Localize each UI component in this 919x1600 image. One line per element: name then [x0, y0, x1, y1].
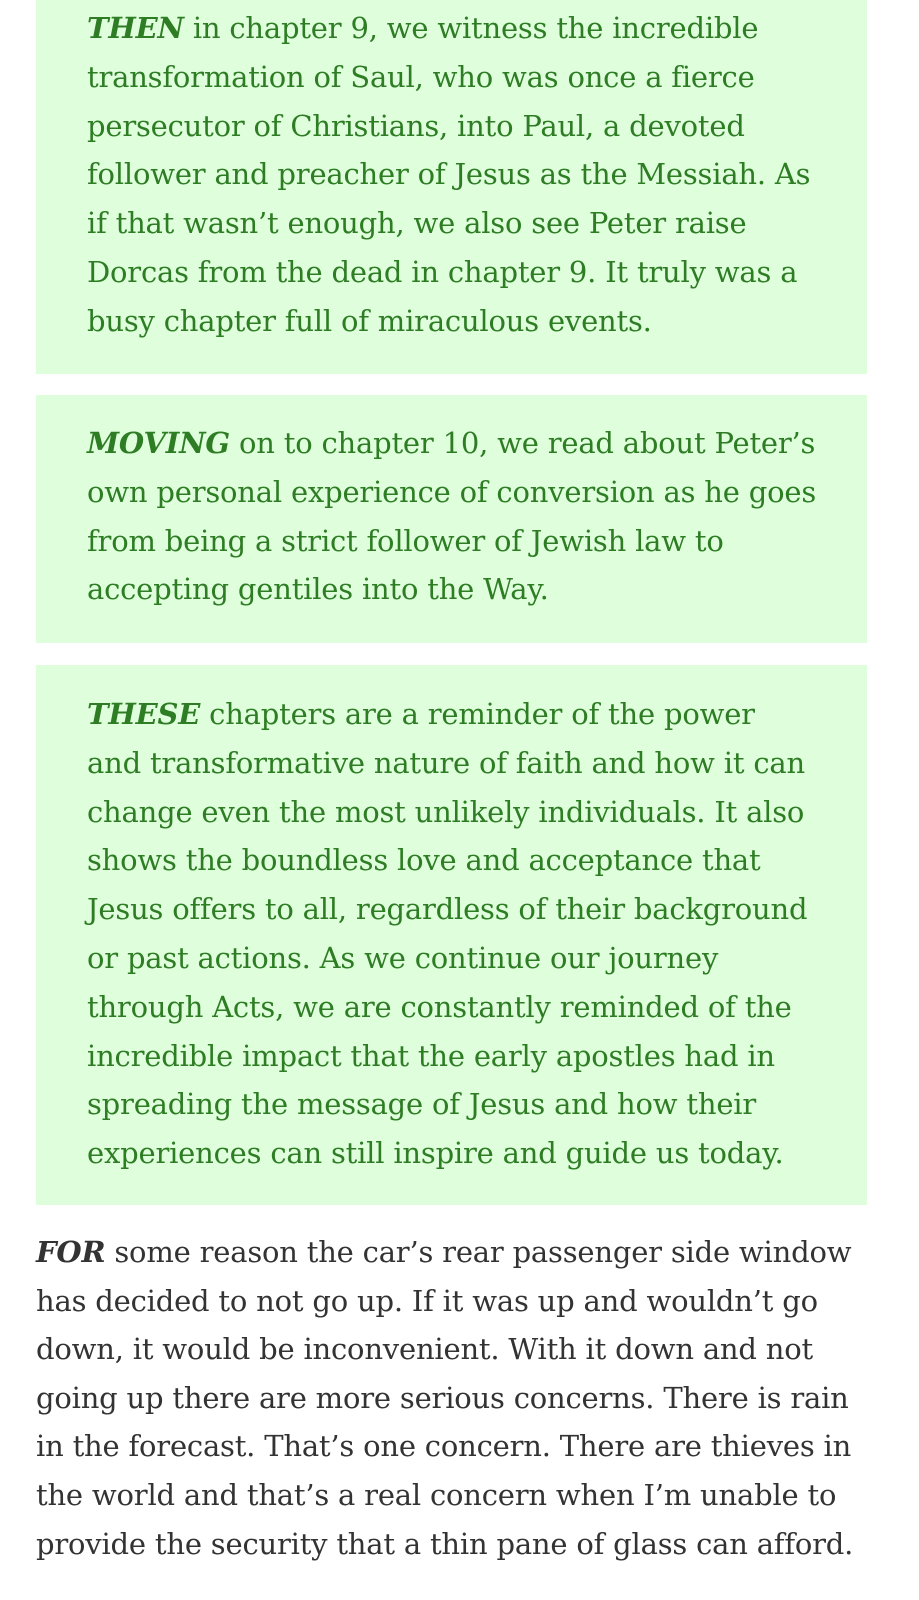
callout-lead-word: THESE	[87, 697, 201, 731]
callout-text: on to chapter 10, we read about Peter’s own personal experience of conversion as he goes from being a strict follower of Jewish law to accepting gentiles into the Way.	[87, 426, 817, 607]
callout-lead-word: THEN	[87, 11, 184, 45]
body-paragraph	[36, 1228, 871, 1568]
callout-lead-word: MOVING	[87, 426, 230, 460]
callout-paragraph	[87, 419, 817, 614]
callout-block	[36, 395, 867, 643]
callout-text: chapters are a reminder of the power and transformative nature of faith and how it can change even the most unlikely individuals. It also shows the boundless love and acceptance that Jesus offers to all, regardless of their background or past actions. As we continue our journey through Acts, we are constantly reminded of the incredible impact that the early apostles had in spreading the message of Jesus and how their experiences can still inspire and guide us today.	[87, 697, 808, 1171]
callout-text: in chapter 9, we witness the incredible transformation of Saul, who was once a fierce persecutor of Christians, into Paul, a devoted follower and preacher of Jesus as the Messiah. As if that wasn’t enough, we also see Peter raise Dorcas from the dead in chapter 9. It truly was a busy chapter full of miraculous events.	[87, 11, 811, 338]
callout-paragraph	[87, 4, 817, 346]
body-lead-word: FOR	[36, 1235, 106, 1269]
callout-block	[36, 0, 867, 374]
callout-paragraph	[87, 690, 817, 1178]
callout-block	[36, 665, 867, 1205]
body-text: some reason the car’s rear passenger side window has decided to not go up. If it was up and wouldn’t go down, it would be inconvenient. With it down and not going up there are more serious concerns. There is rain in the forecast. That’s one concern. There are thieves in the world and that’s a real concern when I’m unable to provide the security that a thin pane of glass can afford.	[36, 1235, 854, 1561]
